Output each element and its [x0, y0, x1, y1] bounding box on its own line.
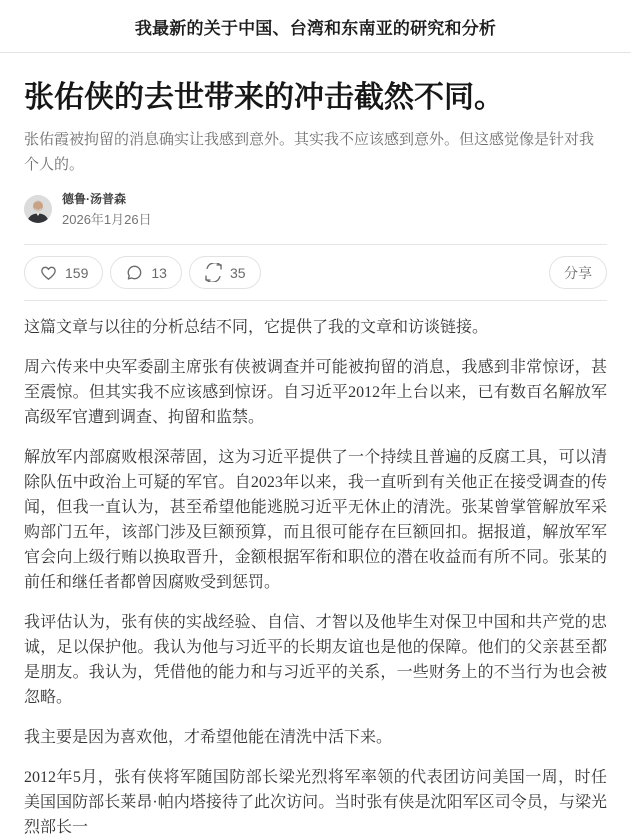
heart-icon	[39, 263, 58, 282]
share-label: 分享	[564, 264, 592, 281]
post-date: 2026年1月26日	[62, 212, 152, 227]
restack-count: 35	[229, 264, 246, 281]
paragraph: 解放军内部腐败根深蒂固，这为习近平提供了一个持续且普遍的反腐工具，可以清除队伍中政治上可疑的军官。自2023年以来，我一直听到有关他正在接受调查的传闻，但我一直认为，甚至希望他能逃脱习近平无休止的清洗。张某曾掌管解放军采购部门五年，该部门涉及巨额预算，而且很可能存在巨额回扣。据报道，解放军军官会向上级行贿以换取晋升，金额根据军衔和职位的潜在收益而有所不同。张某的前任和继任者都曾因腐败受到惩罚。	[24, 449, 607, 591]
publication-header	[0, 0, 631, 53]
post-title: 张佑侠的去世带来的冲击截然不同。	[24, 81, 504, 114]
comment-count: 13	[151, 264, 167, 281]
author-avatar[interactable]	[24, 195, 52, 223]
author-portrait-icon	[24, 195, 52, 223]
like-count: 159	[65, 264, 89, 281]
comment-button[interactable]	[110, 256, 182, 289]
engagement-row	[24, 245, 607, 300]
paragraph: 周六传来中央军委副主席张有侠被调查并可能被拘留的消息，我感到非常惊讶，甚至震惊。但其实我不应该感到惊讶。自习近平2012年上台以来，已有数百名解放军高级军官遭到调查、拘留和监禁。	[24, 359, 607, 426]
reaction-buttons	[24, 256, 261, 289]
restack-button[interactable]	[189, 256, 261, 289]
article-body	[24, 301, 607, 840]
publication-title[interactable]: 我最新的关于中国、台湾和东南亚的研究和分析	[134, 18, 497, 38]
paragraph: 我评估认为，张有侠的实战经验、自信、才智以及他毕生对保卫中国和共产党的忠诚，足以保护他。我认为他与习近平的长期友谊也是他的保障。他们的父亲甚至都是朋友。我认为，凭借他的能力和与习近平的关系，一些财务上的不当行为也会被忽略。	[24, 614, 607, 706]
like-button[interactable]	[24, 256, 103, 289]
post-subtitle: 张佑霞被拘留的消息确实让我感到意外。其实我不应该感到意外。但这感觉像是针对我个人的。	[24, 131, 595, 173]
author-name[interactable]: 德鲁·汤普森	[62, 192, 126, 206]
share-button[interactable]	[549, 256, 607, 289]
byline-meta	[62, 190, 152, 228]
speech-bubble-icon	[125, 263, 144, 282]
restack-arrows-icon	[204, 263, 223, 282]
post-content	[0, 78, 631, 840]
byline	[24, 190, 607, 228]
paragraph: 2012年5月，张有侠将军随国防部长梁光烈将军率领的代表团访问美国一周，时任美国国防部长莱昂·帕内塔接待了此次访问。当时张有侠是沈阳军区司令员，与梁光烈部长一	[24, 769, 607, 836]
paragraph: 我主要是因为喜欢他，才希望他能在清洗中活下来。	[24, 729, 393, 746]
paragraph: 这篇文章与以往的分析总结不同，它提供了我的文章和访谈链接。	[24, 319, 489, 336]
